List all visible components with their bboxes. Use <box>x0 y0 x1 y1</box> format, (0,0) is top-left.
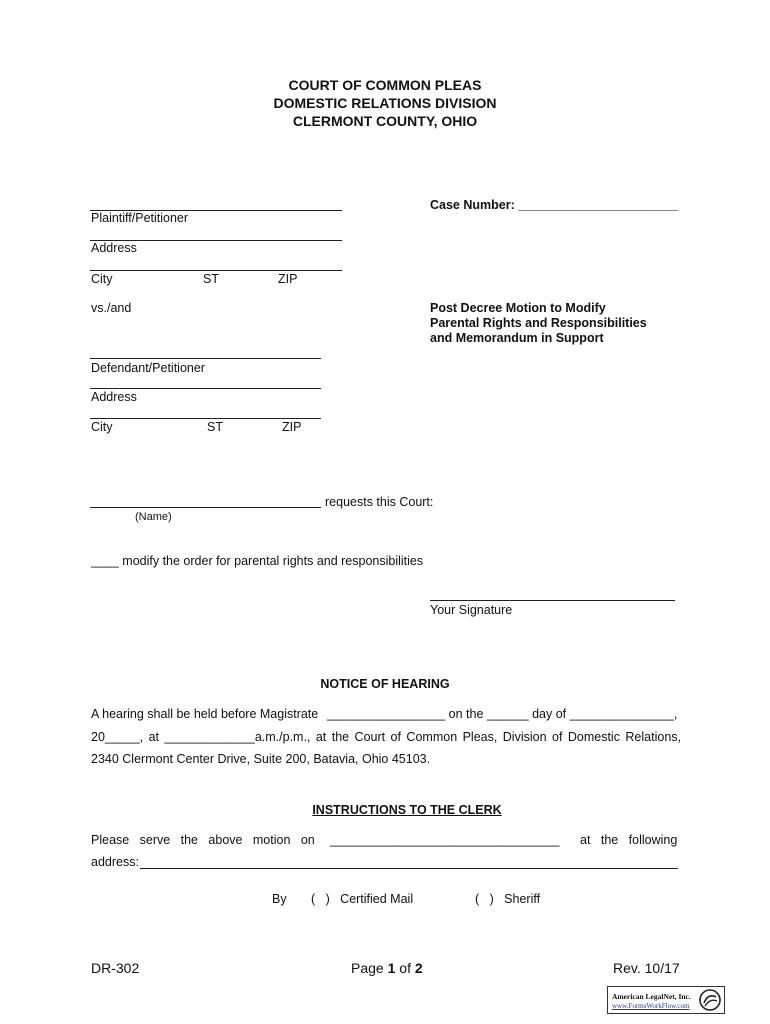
plaintiff-st-label: ST <box>203 272 219 286</box>
defendant-city-line[interactable] <box>90 418 321 419</box>
defendant-city-label: City <box>91 420 113 434</box>
defendant-address-line[interactable] <box>90 388 321 389</box>
motion-title-line1: Post Decree Motion to Modify <box>430 301 606 315</box>
case-number-field[interactable]: Case Number: _______________________ <box>430 198 679 212</box>
plaintiff-zip-label: ZIP <box>278 272 298 286</box>
serve-party-field[interactable]: _________________________________ <box>330 833 560 847</box>
serve-following-text: at the following <box>580 833 678 847</box>
revision-label: Rev. 10/17 <box>613 960 680 976</box>
plaintiff-label: Plaintiff/Petitioner <box>91 211 189 225</box>
motion-title-line2: Parental Rights and Responsibilities <box>430 316 647 330</box>
serve-address-line[interactable] <box>140 868 678 869</box>
notice-line1-start: A hearing shall be held before Magistrate <box>91 707 319 721</box>
signature-line[interactable] <box>430 600 675 601</box>
motion-title-line3: and Memorandum in Support <box>430 331 604 345</box>
notice-line1-fields[interactable]: _________________ on the ______ day of _______________, <box>327 707 678 721</box>
defendant-label: Defendant/Petitioner <box>91 361 205 375</box>
notice-line2[interactable]: 20_____, at _____________a.m./p.m., at the Court of Common Pleas, Division of Domestic Relations, <box>91 730 681 744</box>
defendant-address-label: Address <box>91 390 137 404</box>
address-label: address: <box>91 855 139 869</box>
signature-label: Your Signature <box>430 603 513 617</box>
page-total: 2 <box>414 960 423 976</box>
page-current: 1 <box>387 960 396 976</box>
form-id: DR-302 <box>91 960 140 976</box>
notice-heading: NOTICE OF HEARING <box>320 677 450 691</box>
name-caption: (Name) <box>135 511 172 523</box>
logo-company: American LegalNet, Inc. <box>612 992 691 1001</box>
swirl-logo-icon <box>699 989 721 1011</box>
plaintiff-city-label: City <box>91 272 113 286</box>
serve-text: Please serve the above motion on <box>91 833 315 847</box>
county-title: CLERMONT COUNTY, OHIO <box>292 113 478 129</box>
plaintiff-address-label: Address <box>91 241 137 255</box>
notice-line3: 2340 Clermont Center Drive, Suite 200, Batavia, Ohio 45103. <box>91 752 431 766</box>
division-title: DOMESTIC RELATIONS DIVISION <box>273 95 497 111</box>
legalnet-logo <box>607 986 725 1014</box>
request-text: requests this Court: <box>325 495 434 509</box>
defendant-name-line[interactable] <box>90 358 321 359</box>
by-label: By <box>272 892 287 906</box>
logo-url[interactable]: www.FormsWorkFlow.com <box>612 1002 690 1010</box>
court-title: COURT OF COMMON PLEAS <box>288 77 482 93</box>
modify-order-option[interactable]: ____ modify the order for parental rights and responsibilities <box>91 554 424 568</box>
plaintiff-city-line[interactable] <box>90 270 342 271</box>
instructions-heading: INSTRUCTIONS TO THE CLERK <box>312 803 502 817</box>
defendant-zip-label: ZIP <box>282 420 302 434</box>
page-mid: of <box>395 960 415 976</box>
page-prefix: Page <box>351 960 388 976</box>
defendant-st-label: ST <box>207 420 223 434</box>
page-indicator <box>351 960 423 976</box>
certified-mail-option[interactable]: ( ) Certified Mail <box>311 892 414 906</box>
requester-name-line[interactable] <box>90 507 321 508</box>
vs-label: vs./and <box>91 301 132 315</box>
sheriff-option[interactable]: ( ) Sheriff <box>475 892 541 906</box>
